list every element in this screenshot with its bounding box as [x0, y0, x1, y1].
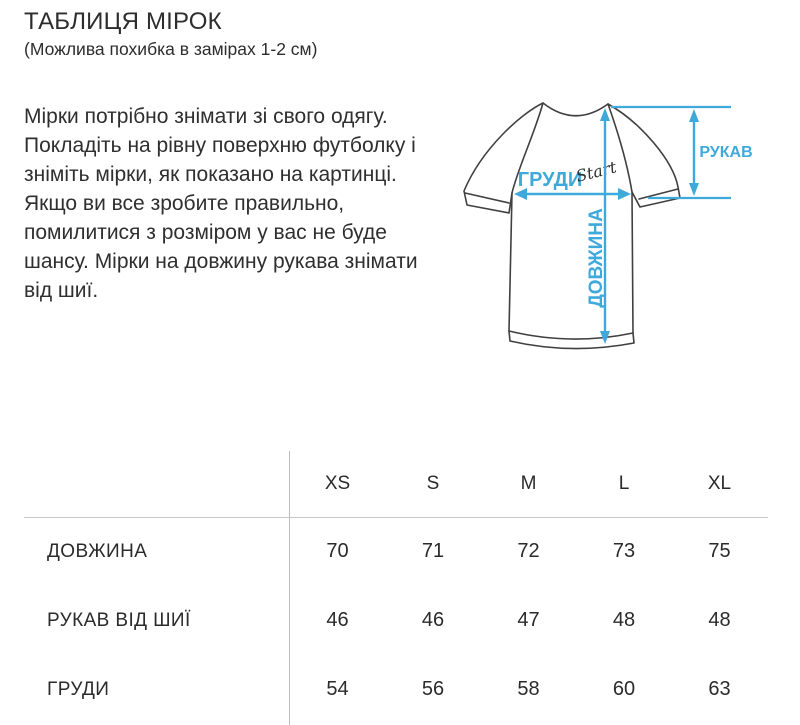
value-length-xl: 75: [708, 540, 731, 562]
value-sleeve-xs: 46: [326, 609, 349, 631]
value-chest-s: 56: [421, 678, 445, 700]
value-length-xs: 70: [326, 540, 349, 562]
value-chest-l: 60: [612, 678, 636, 700]
value-sleeve-s: 46: [421, 609, 445, 631]
page-title: ТАБЛИЦЯ МІРОК: [24, 8, 222, 35]
row-label-chest: ГРУДИ: [47, 678, 110, 700]
sleeve-label: РУКАВ: [699, 144, 753, 161]
row-label-length: ДОВЖИНА: [47, 540, 148, 562]
value-chest-xl: 63: [708, 678, 731, 700]
tshirt-measurement-diagram: [440, 80, 800, 370]
value-length-m: 72: [517, 540, 540, 562]
row-label-sleeve: РУКАВ ВІД ШИЇ: [47, 609, 191, 631]
value-sleeve-m: 47: [517, 609, 540, 631]
column-header-m: M: [520, 472, 537, 494]
column-header-s: S: [426, 472, 440, 494]
value-sleeve-l: 48: [612, 609, 636, 631]
value-chest-m: 58: [517, 678, 540, 700]
table-corner-cell: [0, 450, 290, 517]
value-length-s: 71: [421, 540, 445, 562]
value-length-l: 73: [612, 540, 636, 562]
chest-label: ГРУДИ: [517, 169, 583, 191]
column-header-xl: XL: [707, 472, 732, 494]
page-subtitle: (Можлива похибка в замірах 1-2 см): [24, 39, 318, 59]
brand-logo: Start: [573, 157, 619, 186]
column-header-xs: XS: [324, 472, 351, 494]
value-chest-xs: 54: [326, 678, 349, 700]
size-table: [0, 450, 800, 724]
tshirt-outline: [464, 103, 680, 349]
measurement-instructions: Мірки потрібно знімати зі свого одягу. Покладіть на рівну поверхню футболку і зніміть мірки, як показано на картинці. Якщо ви все зробите правильно, помилитися з розміром у вас не буде шансу. Мірки на довжину рукава знімати від шиї.: [24, 105, 418, 302]
length-label: ДОВЖИНА: [586, 208, 607, 308]
value-sleeve-xl: 48: [708, 609, 731, 631]
column-header-l: L: [618, 472, 630, 494]
